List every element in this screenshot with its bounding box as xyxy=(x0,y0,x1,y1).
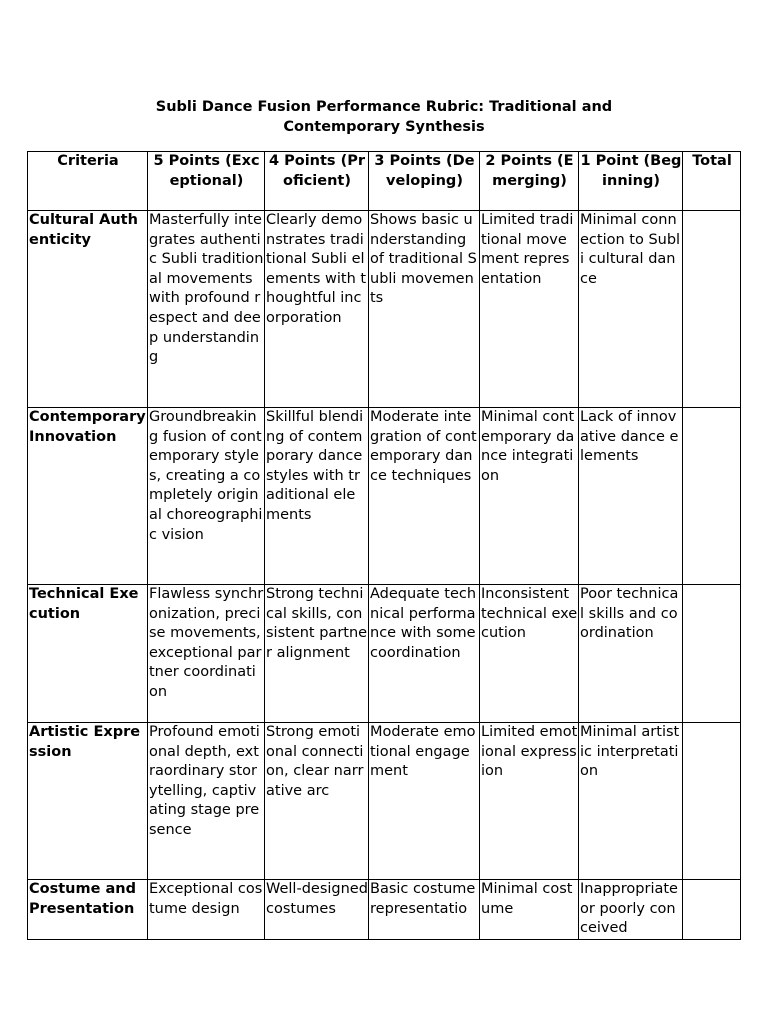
header-row xyxy=(28,152,741,211)
cell-2-points: Minimal costume xyxy=(480,880,579,940)
cell-1-point: Poor technical skills and coordination xyxy=(579,585,683,723)
cell-1-point: Lack of innovative dance elements xyxy=(579,408,683,585)
cell-5-points: Groundbreaking fusion of contemporary styles, creating a completely original choreographic vision xyxy=(148,408,265,585)
cell-4-points: Skillful blending of contemporary dance styles with traditional elements xyxy=(265,408,369,585)
criteria-cell: Cultural Authenticity xyxy=(28,211,148,408)
cell-3-points: Adequate technical performance with some coordination xyxy=(369,585,480,723)
header-2-points: 2 Points (Emerging) xyxy=(480,152,579,211)
table-row xyxy=(28,211,741,408)
cell-4-points: Strong technical skills, consistent partner alignment xyxy=(265,585,369,723)
table-row xyxy=(28,585,741,723)
table-row xyxy=(28,723,741,880)
document-title: Subli Dance Fusion Performance Rubric: Traditional and Contemporary Synthesis xyxy=(155,99,613,135)
cell-5-points: Flawless synchronization, precise movements, exceptional partner coordination xyxy=(148,585,265,723)
cell-total xyxy=(683,211,741,408)
cell-5-points: Masterfully integrates authentic Subli traditional movements with profound respect and deep understanding xyxy=(148,211,265,408)
criteria-cell: Technical Execution xyxy=(28,585,148,723)
cell-2-points: Inconsistent technical execution xyxy=(480,585,579,723)
rubric-table xyxy=(27,151,741,940)
cell-total xyxy=(683,585,741,723)
header-1-point: 1 Point (Beginning) xyxy=(579,152,683,211)
criteria-cell: Costume and Presentation xyxy=(28,880,148,940)
table-row xyxy=(28,408,741,585)
cell-5-points: Profound emotional depth, extraordinary storytelling, captivating stage presence xyxy=(148,723,265,880)
cell-2-points: Limited traditional movement representation xyxy=(480,211,579,408)
cell-1-point: Minimal artistic interpretation xyxy=(579,723,683,880)
cell-4-points: Strong emotional connection, clear narrative arc xyxy=(265,723,369,880)
criteria-cell: Artistic Expression xyxy=(28,723,148,880)
cell-3-points: Shows basic understanding of traditional Subli movements xyxy=(369,211,480,408)
cell-4-points: Clearly demonstrates traditional Subli elements with thoughtful incorporation xyxy=(265,211,369,408)
cell-total xyxy=(683,880,741,940)
cell-total xyxy=(683,408,741,585)
header-4-points: 4 Points (Proficient) xyxy=(265,152,369,211)
cell-3-points: Moderate integration of contemporary dance techniques xyxy=(369,408,480,585)
cell-1-point: Inappropriate or poorly conceived xyxy=(579,880,683,940)
criteria-cell: Contemporary Innovation xyxy=(28,408,148,585)
cell-1-point: Minimal connection to Subli cultural dance xyxy=(579,211,683,408)
cell-5-points: Exceptional costume design xyxy=(148,880,265,940)
cell-3-points: Moderate emotional engagement xyxy=(369,723,480,880)
header-criteria: Criteria xyxy=(28,152,148,211)
header-5-points: 5 Points (Exceptional) xyxy=(148,152,265,211)
cell-2-points: Limited emotional expression xyxy=(480,723,579,880)
header-3-points: 3 Points (Developing) xyxy=(369,152,480,211)
table-row xyxy=(28,880,741,940)
header-total: Total xyxy=(683,152,741,211)
cell-2-points: Minimal contemporary dance integration xyxy=(480,408,579,585)
cell-4-points: Well-designed costumes xyxy=(265,880,369,940)
cell-3-points: Basic costume representatio xyxy=(369,880,480,940)
cell-total xyxy=(683,723,741,880)
